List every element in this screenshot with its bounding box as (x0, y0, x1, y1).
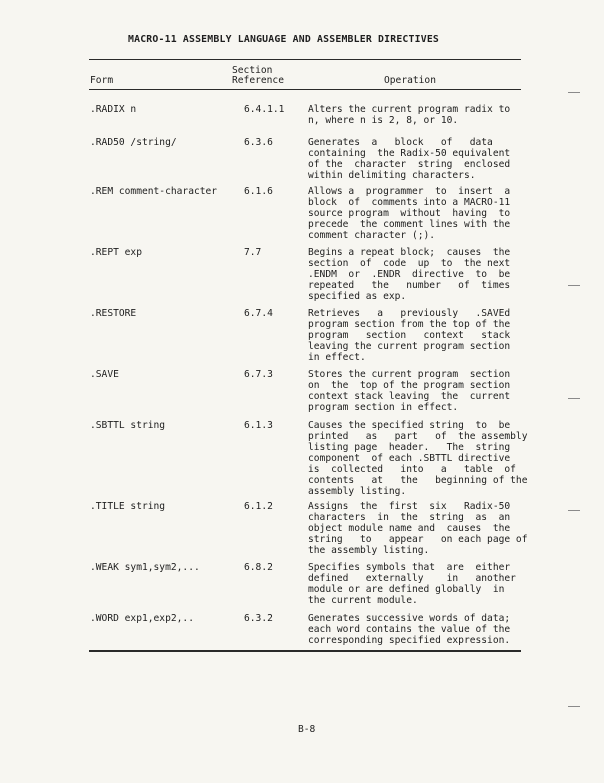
operation-description: Generates a block of data containing the Radix-50 equivalent of the character string enclosed within delimiting characters. (308, 137, 511, 181)
table-bottom-rule (89, 650, 521, 652)
operation-description: Causes the specified string to be printed as part of the assembly listing page header. The string component of each .SBTTL directive is collected into a table of contents at the beginning of the assembly listing. (308, 420, 528, 497)
operation-description: Alters the current program radix to n, where n is 2, 8, or 10. (308, 104, 511, 126)
section-reference: 6.1.3 (244, 420, 273, 431)
section-reference: 6.7.3 (244, 369, 273, 380)
page-title: MACRO-11 ASSEMBLY LANGUAGE AND ASSEMBLER DIRECTIVES (128, 34, 440, 45)
directive-form: .RADIX n (90, 104, 137, 115)
margin-mark (568, 398, 580, 399)
directive-form: .WEAK sym1,sym2,... (90, 562, 200, 573)
section-reference: 6.7.4 (244, 308, 273, 319)
directive-form: .TITLE string (90, 501, 166, 512)
section-reference: 6.3.2 (244, 613, 273, 624)
header-bottom-rule (89, 89, 521, 90)
directive-form: .REM comment-character (90, 186, 218, 197)
section-reference: 6.4.1.1 (244, 104, 285, 115)
operation-description: Allows a programmer to insert a block of comments into a MACRO-11 source program without having to precede the comment lines with the comment character (;). (308, 186, 511, 241)
directive-form: .RAD50 /string/ (90, 137, 177, 148)
section-reference: 6.1.2 (244, 501, 273, 512)
header-top-rule (89, 59, 521, 60)
section-reference: 7.7 (244, 247, 262, 258)
section-header-line2: Reference (232, 75, 284, 86)
section-reference: 6.1.6 (244, 186, 273, 197)
directive-form: .SBTTL string (90, 420, 166, 431)
page-number: B-8 (298, 724, 316, 735)
directive-form: .SAVE (90, 369, 119, 380)
form-header: Form (90, 75, 114, 86)
margin-mark (568, 285, 580, 286)
operation-description: Assigns the first six Radix-50 characters in the string as an object module name and causes the string to appear on each page of the assembly listing. (308, 501, 528, 556)
operation-description: Begins a repeat block; causes the section of code up to the next .ENDM or .ENDR directive to be repeated the number of times specified as exp. (308, 247, 511, 302)
margin-mark (568, 510, 580, 511)
section-header-line1: Section (232, 65, 273, 76)
directive-form: .WORD exp1,exp2,.. (90, 613, 194, 624)
section-reference: 6.3.6 (244, 137, 273, 148)
operation-description: Generates successive words of data; each word contains the value of the corresponding specified expression. (308, 613, 511, 646)
operation-header: Operation (384, 75, 436, 86)
margin-mark (568, 92, 580, 93)
directive-form: .RESTORE (90, 308, 137, 319)
section-reference: 6.8.2 (244, 562, 273, 573)
operation-description: Retrieves a previously .SAVEd program section from the top of the program section context stack leaving the current program section in effect. (308, 308, 511, 363)
directive-form: .REPT exp (90, 247, 142, 258)
operation-description: Stores the current program section on the top of the program section context stack leaving the current program section in effect. (308, 369, 511, 413)
margin-mark (568, 706, 580, 707)
operation-description: Specifies symbols that are either defined externally in another module or are defined globally in the current module. (308, 562, 516, 606)
